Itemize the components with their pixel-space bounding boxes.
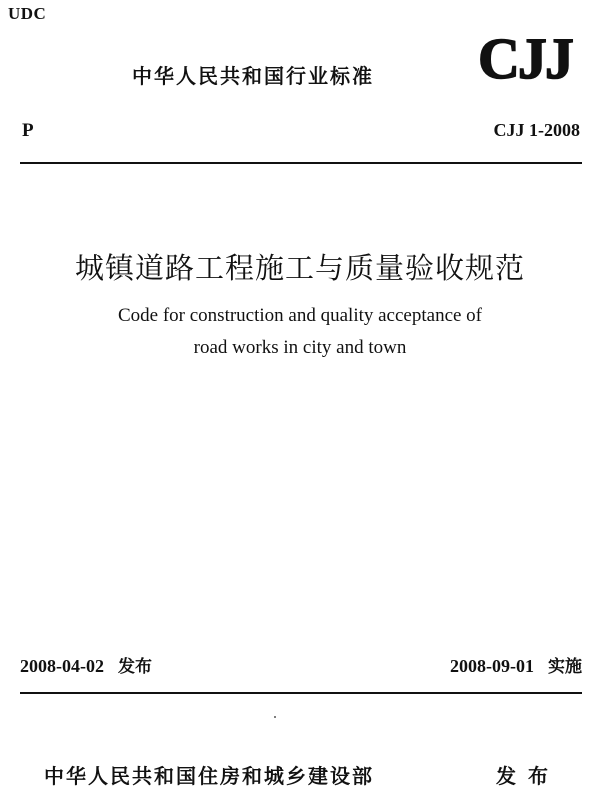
logo-text: CJJ [478, 26, 572, 86]
top-divider [20, 162, 582, 164]
effective-label: 实施 [548, 657, 582, 677]
publish-date-block [20, 652, 152, 677]
effective-date: 2008-09-01 [450, 656, 534, 676]
english-title [0, 300, 600, 364]
publish-label: 发布 [118, 657, 152, 677]
udc-label: UDC [8, 4, 47, 23]
standard-category: 中华人民共和国行业标准 [132, 64, 374, 88]
publish-date: 2008-04-02 [20, 656, 104, 676]
issuer-action: 发布 [496, 764, 560, 788]
cjj-logo [466, 26, 584, 86]
chinese-title: 城镇道路工程施工与质量验收规范 [74, 251, 525, 285]
bottom-divider [20, 692, 582, 694]
classification-code: P [22, 120, 34, 141]
english-title-line-1: Code for construction and quality acceptance of [117, 305, 483, 326]
issuing-authority: 中华人民共和国住房和城乡建设部 [44, 764, 374, 788]
speck-mark [274, 716, 276, 718]
english-title-line-2: road works in city and town [193, 337, 407, 358]
effective-date-block [450, 652, 582, 677]
standard-number: CJJ 1-2008 [493, 120, 580, 140]
